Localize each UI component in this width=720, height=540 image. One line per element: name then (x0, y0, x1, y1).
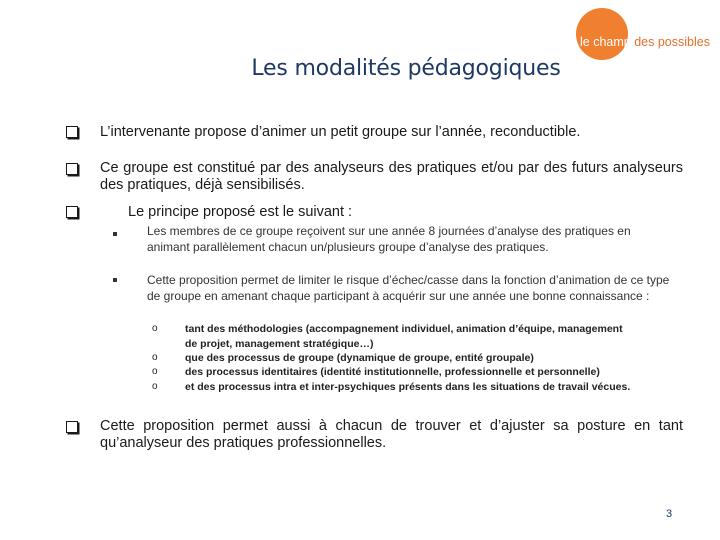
sub-sub-bullet-item: et des processus intra et inter-psychiques présents dans les situations de travail vécues. (185, 381, 631, 393)
square-bullet-icon (113, 278, 117, 282)
checkbox-bullet-icon (66, 126, 78, 138)
checkbox-bullet-icon (66, 206, 78, 218)
bullet-item: Le principe proposé est le suivant : (128, 204, 353, 220)
circle-bullet-icon: o (152, 381, 158, 392)
sub-sub-bullet-item: que des processus de groupe (dynamique de groupe, entité groupale) (185, 352, 534, 364)
logo-word-2: des possibles (634, 35, 710, 49)
sub-sub-bullet-item: tant des méthodologies (accompagnement individuel, animation d’équipe, management de projet, management stratégique…) (185, 323, 623, 350)
circle-bullet-icon: o (152, 323, 158, 334)
slide-title (0, 56, 720, 81)
logo-le-champ-des-possibles (568, 8, 720, 60)
bullet-item: Cette proposition permet aussi à chacun de trouver et d’ajuster sa posture en tant qu’analyseur des pratiques professionnelles. (100, 418, 683, 451)
logo-text (580, 35, 710, 49)
checkbox-bullet-icon (66, 163, 78, 175)
sub-sub-bullet-item: des processus identitaires (identité institutionnelle, professionnelle et personnelle) (185, 366, 600, 378)
bullet-item: L’intervenante propose d’animer un petit groupe sur l’année, reconductible. (100, 124, 581, 140)
square-bullet-icon (113, 232, 117, 236)
slide-title-text: Les modalités pédagogiques (251, 56, 561, 81)
bullet-item: Ce groupe est constitué par des analyseurs des pratiques et/ou par des futurs analyseurs des pratiques, déjà sensibilisés. (100, 160, 683, 193)
sub-bullet-item: Cette proposition permet de limiter le risque d’échec/casse dans la fonction d’animation de ce type de groupe en amenant chaque participant à acquérir sur une année une bonne connaissance : (147, 273, 670, 303)
logo-circle (576, 8, 628, 60)
page-number: 3 (666, 508, 673, 520)
sub-bullet-item: Les membres de ce groupe reçoivent sur une année 8 journées d’analyse des pratiques en animant parallèlement chacun un/plusieurs groupe d’analyse des pratiques. (147, 224, 631, 254)
logo-word-1: le champ (580, 35, 631, 49)
circle-bullet-icon: o (152, 352, 158, 363)
circle-bullet-icon: o (152, 366, 158, 377)
checkbox-bullet-icon (66, 421, 78, 433)
